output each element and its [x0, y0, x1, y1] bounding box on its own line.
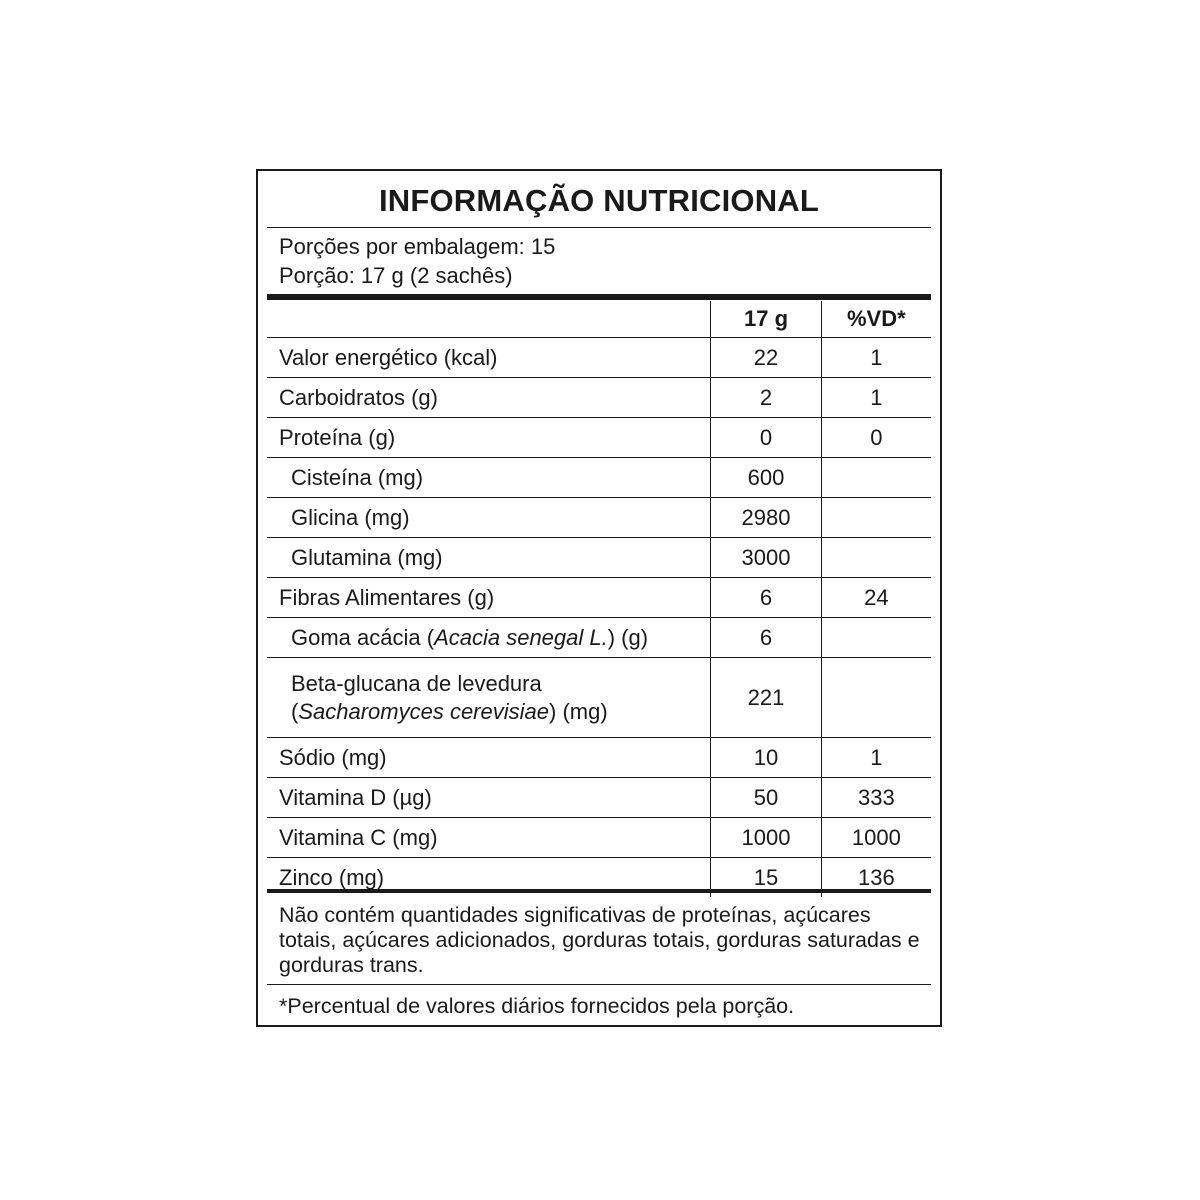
nutrient-name: Vitamina D (µg)	[279, 784, 432, 810]
nutrient-quantity: 50	[710, 778, 820, 817]
nutrient-daily-value: 136	[821, 858, 931, 897]
nutrient-daily-value	[821, 618, 931, 657]
nutrient-name: Vitamina C (mg)	[279, 824, 438, 850]
name-suffix: ) (g)	[607, 624, 649, 650]
nutrient-quantity: 10	[710, 738, 820, 777]
table-bottom-divider	[267, 889, 931, 893]
table-row	[267, 498, 931, 538]
table-row	[267, 378, 931, 418]
table-row	[267, 418, 931, 458]
nutrition-facts-label	[256, 169, 942, 1027]
nutrient-daily-value: 1000	[821, 818, 931, 857]
table-row	[267, 778, 931, 818]
nutrient-name: Glicina (mg)	[291, 504, 410, 530]
nutrient-quantity: 3000	[710, 538, 820, 577]
scientific-name: Sacharomyces cerevisiae	[298, 698, 549, 724]
serving-size: Porção: 17 g (2 sachês)	[279, 263, 513, 288]
name-prefix: (	[291, 698, 299, 724]
nutrient-quantity: 22	[710, 338, 820, 377]
serving-divider	[267, 294, 931, 300]
table-row	[267, 578, 931, 618]
scientific-name: Acacia senegal L.	[434, 624, 608, 650]
name-prefix: Goma acácia (	[291, 624, 435, 650]
nutrient-quantity: 15	[710, 858, 820, 897]
nutrient-quantity: 0	[710, 418, 820, 457]
table-row	[267, 618, 931, 658]
nutrient-name	[267, 658, 710, 737]
nutrient-quantity: 600	[710, 458, 820, 497]
nutrient-name: Proteína (g)	[279, 424, 396, 450]
header-empty-cell	[267, 301, 710, 337]
table-row	[267, 658, 931, 738]
nutrient-daily-value	[821, 458, 931, 497]
name-suffix: ) (mg)	[549, 698, 608, 724]
nutrient-name: Valor energético (kcal)	[279, 344, 498, 370]
table-row	[267, 738, 931, 778]
name-line-1: Beta-glucana de levedura	[291, 670, 542, 696]
nutrient-daily-value: 0	[821, 418, 931, 457]
nutrient-quantity: 221	[710, 658, 820, 737]
nutrient-daily-value: 1	[821, 738, 931, 777]
nutrient-daily-value	[821, 498, 931, 537]
not-significant-note: Não contém quantidades significativas de proteínas, açúcares totais, açúcares adicionados, gorduras totais, gorduras saturadas e gorduras trans.	[279, 903, 920, 977]
table-row	[267, 338, 931, 378]
nutrient-quantity: 6	[710, 578, 820, 617]
table-header-row	[267, 301, 931, 338]
nutrient-daily-value: 24	[821, 578, 931, 617]
nutrient-quantity: 1000	[710, 818, 820, 857]
nutrient-quantity: 2	[710, 378, 820, 417]
header-quantity: 17 g	[710, 301, 820, 337]
nutrient-quantity: 2980	[710, 498, 820, 537]
nutrient-name: Cisteína (mg)	[291, 464, 424, 490]
label-title: INFORMAÇÃO NUTRICIONAL	[378, 183, 820, 218]
name-line-2	[291, 698, 608, 726]
header-daily-value: %VD*	[821, 301, 931, 337]
nutrient-name: Zinco (mg)	[279, 864, 385, 890]
nutrient-name: Fibras Alimentares (g)	[279, 584, 495, 610]
nutrient-table	[267, 301, 931, 897]
nutrient-name: Sódio (mg)	[279, 744, 387, 770]
nutrient-name	[267, 618, 710, 657]
nutrient-daily-value	[821, 658, 931, 737]
title-divider	[267, 227, 931, 228]
nutrient-quantity: 6	[710, 618, 820, 657]
servings-per-package: Porções por embalagem: 15	[279, 234, 556, 259]
nutrient-name: Carboidratos (g)	[279, 384, 438, 410]
nutrient-daily-value	[821, 538, 931, 577]
nutrient-daily-value: 333	[821, 778, 931, 817]
nutrient-daily-value: 1	[821, 378, 931, 417]
table-row	[267, 458, 931, 498]
table-row	[267, 538, 931, 578]
daily-value-footnote: *Percentual de valores diários fornecidos pela porção.	[279, 994, 795, 1018]
footnote-divider	[267, 984, 931, 985]
nutrient-daily-value: 1	[821, 338, 931, 377]
table-row	[267, 818, 931, 858]
nutrient-name: Glutamina (mg)	[291, 544, 443, 570]
